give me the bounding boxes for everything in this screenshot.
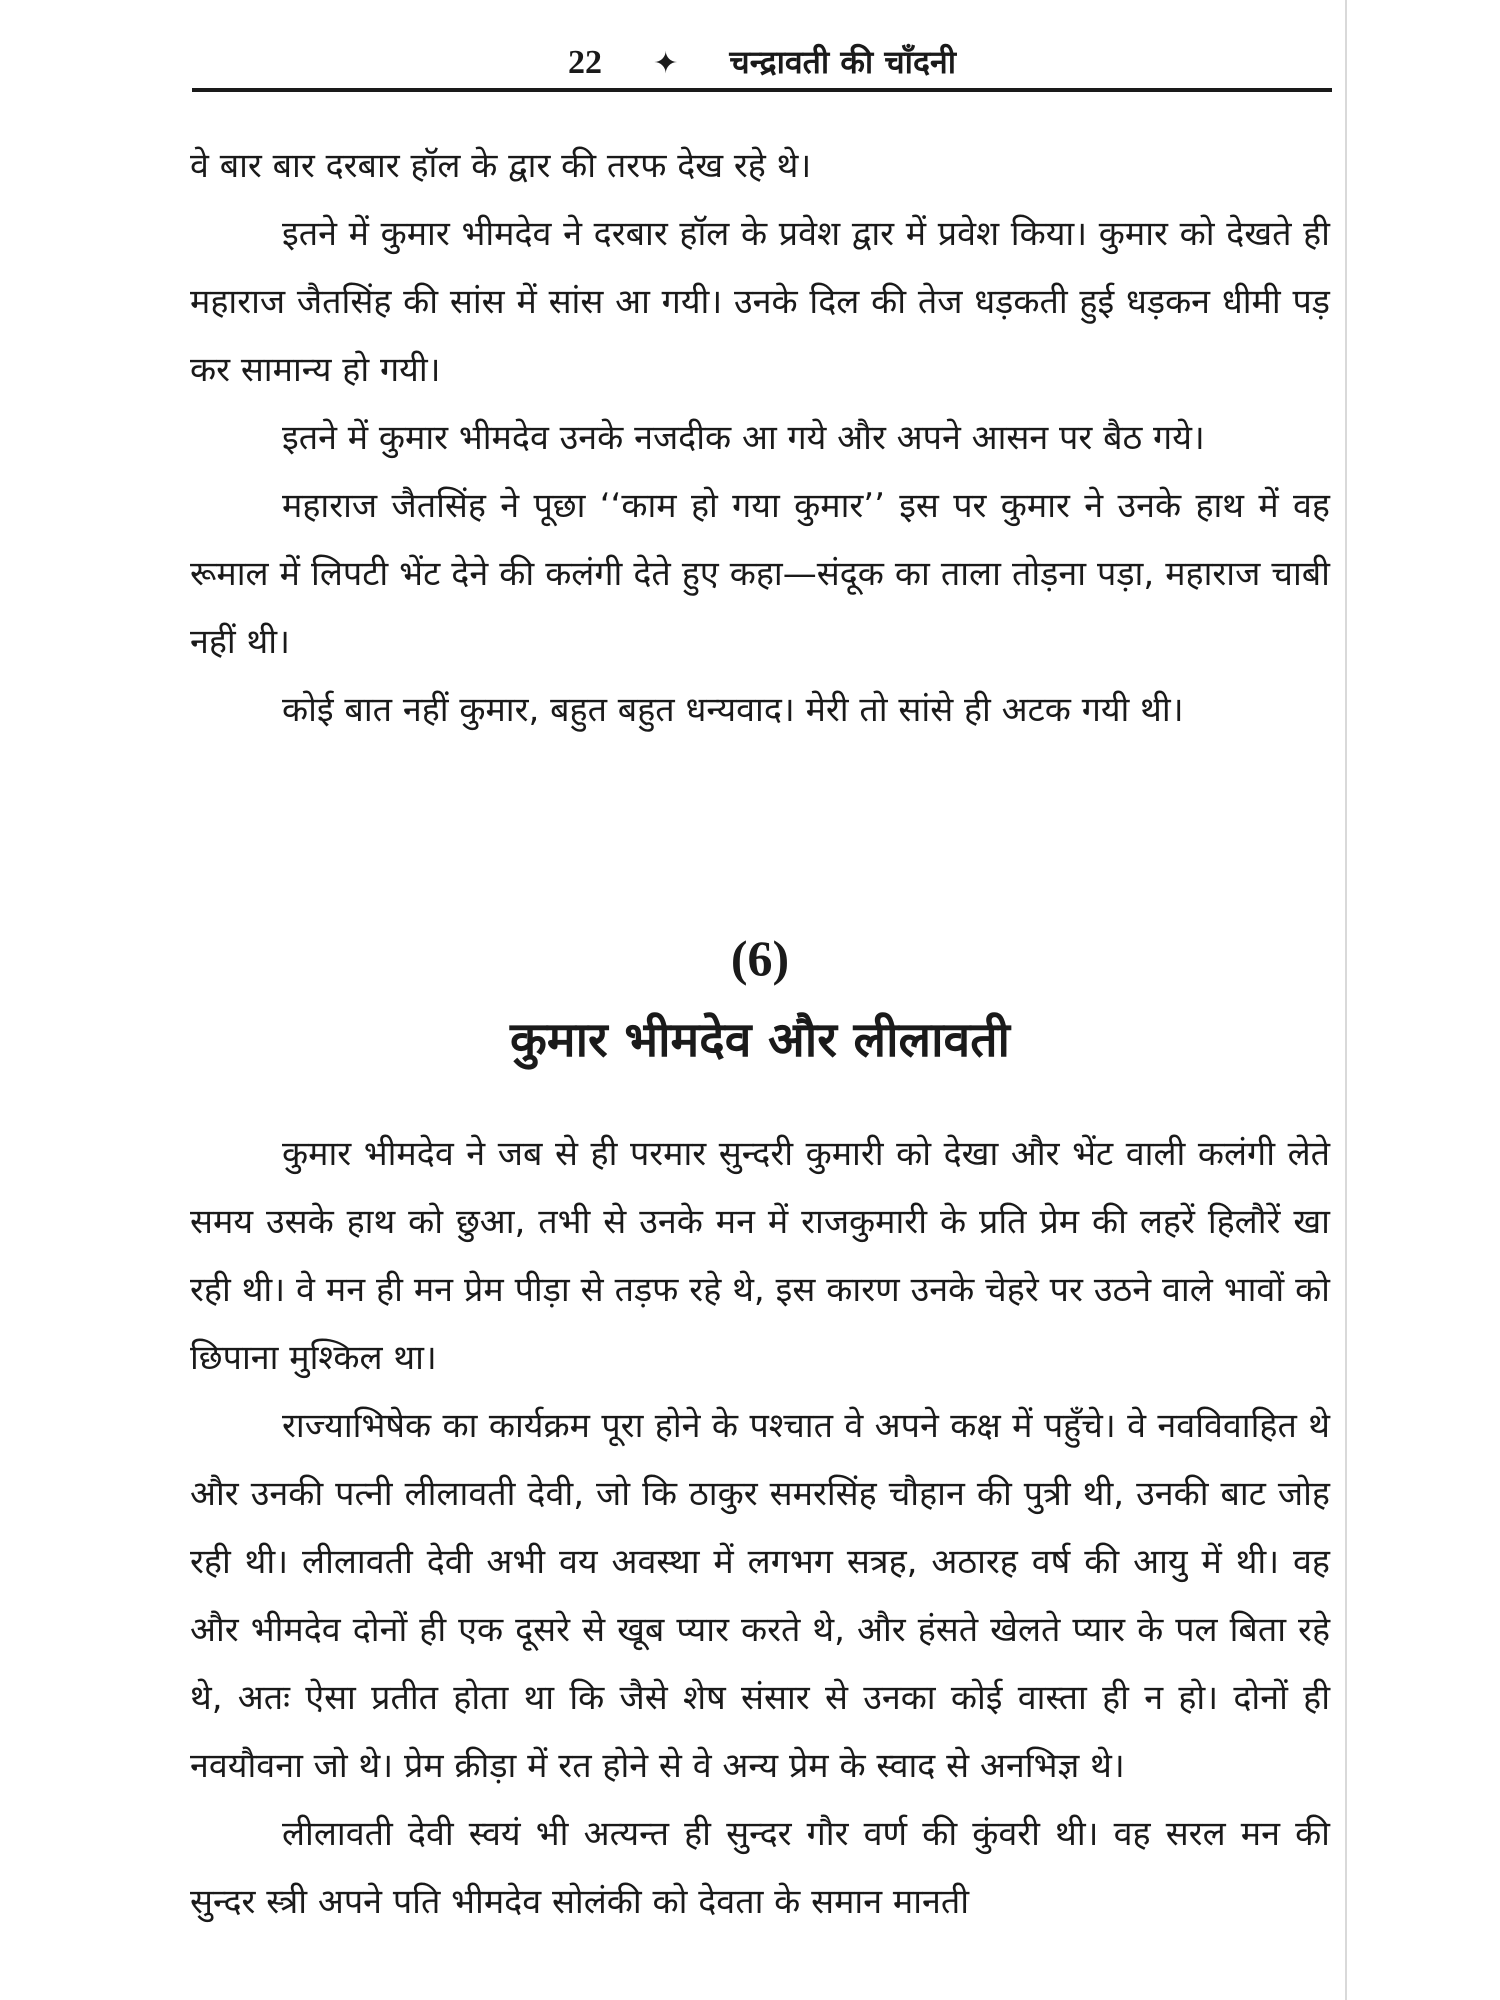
- paragraph: इतने में कुमार भीमदेव ने दरबार हॉल के प्रवेश द्वार में प्रवेश किया। कुमार को देखते ही महाराज जैतसिंह की सांस में सांस आ गयी। उनके दिल की तेज धड़कती हुई धड़कन धीमी पड़ कर सामान्य हो गयी।: [190, 214, 1330, 390]
- paragraph: कोई बात नहीं कुमार, बहुत बहुत धन्यवाद। मेरी तो सांसे ही अटक गयी थी।: [282, 690, 1184, 730]
- paragraph: इतने में कुमार भीमदेव उनके नजदीक आ गये और अपने आसन पर बैठ गये।: [282, 418, 1205, 458]
- chapter-text: [190, 1120, 1330, 1936]
- star-ornament-icon: ✦: [653, 46, 679, 81]
- header-divider: [192, 88, 1332, 92]
- book-title: चन्द्रावती की चाँदनी: [729, 43, 957, 81]
- paragraph: राज्याभिषेक का कार्यक्रम पूरा होने के पश्चात वे अपने कक्ष में पहुँचे। वे नवविवाहित थे और उनकी पत्नी लीलावती देवी, जो कि ठाकुर समरसिंह चौहान की पुत्री थी, उनकी बाट जोह रही थी। लीलावती देवी अभी वय अवस्था में लगभग सत्रह, अठारह वर्ष की आयु में थी। वह और भीमदेव दोनों ही एक दूसरे से खूब प्यार करते थे, और हंसते खेलते प्यार के पल बिता रहे थे, अतः ऐसा प्रतीत होता था कि जैसे शेष संसार से उनका कोई वास्ता ही न हो। दोनों ही नवयौवना जो थे। प्रेम क्रीड़ा में रत होने से वे अन्य प्रेम के स्वाद से अनभिज्ञ थे।: [190, 1406, 1331, 1786]
- page-number: 22: [567, 44, 602, 81]
- previous-chapter-text: [190, 132, 1330, 744]
- chapter-title: कुमार भीमदेव और लीलावती: [510, 1012, 1010, 1068]
- chapter-number: (6): [730, 930, 790, 986]
- page-edge-shadow: [1345, 0, 1347, 2000]
- running-header: [192, 30, 1332, 92]
- paragraph: वे बार बार दरबार हॉल के द्वार की तरफ देख रहे थे।: [190, 146, 812, 186]
- paragraph: कुमार भीमदेव ने जब से ही परमार सुन्दरी कुमारी को देखा और भेंट वाली कलंगी लेते समय उसके हाथ को छुआ, तभी से उनके मन में राजकुमारी के प्रति प्रेम की लहरें हिलौरें खा रही थी। वे मन ही मन प्रेम पीड़ा से तड़फ रहे थे, इस कारण उनके चेहरे पर उठने वाले भावों को छिपाना मुश्किल था।: [190, 1134, 1330, 1378]
- header-line: [192, 42, 1332, 84]
- paragraph: लीलावती देवी स्वयं भी अत्यन्त ही सुन्दर गौर वर्ण की कुंवरी थी। वह सरल मन की सुन्दर स्त्री अपने पति भीमदेव सोलंकी को देवता के समान मानती: [190, 1814, 1330, 1922]
- paragraph: महाराज जैतसिंह ने पूछा ‘‘काम हो गया कुमार’’ इस पर कुमार ने उनके हाथ में वह रूमाल में लिपटी भेंट देने की कलंगी देते हुए कहा—संदूक का ताला तोड़ना पड़ा, महाराज चाबी नहीं थी।: [190, 486, 1330, 662]
